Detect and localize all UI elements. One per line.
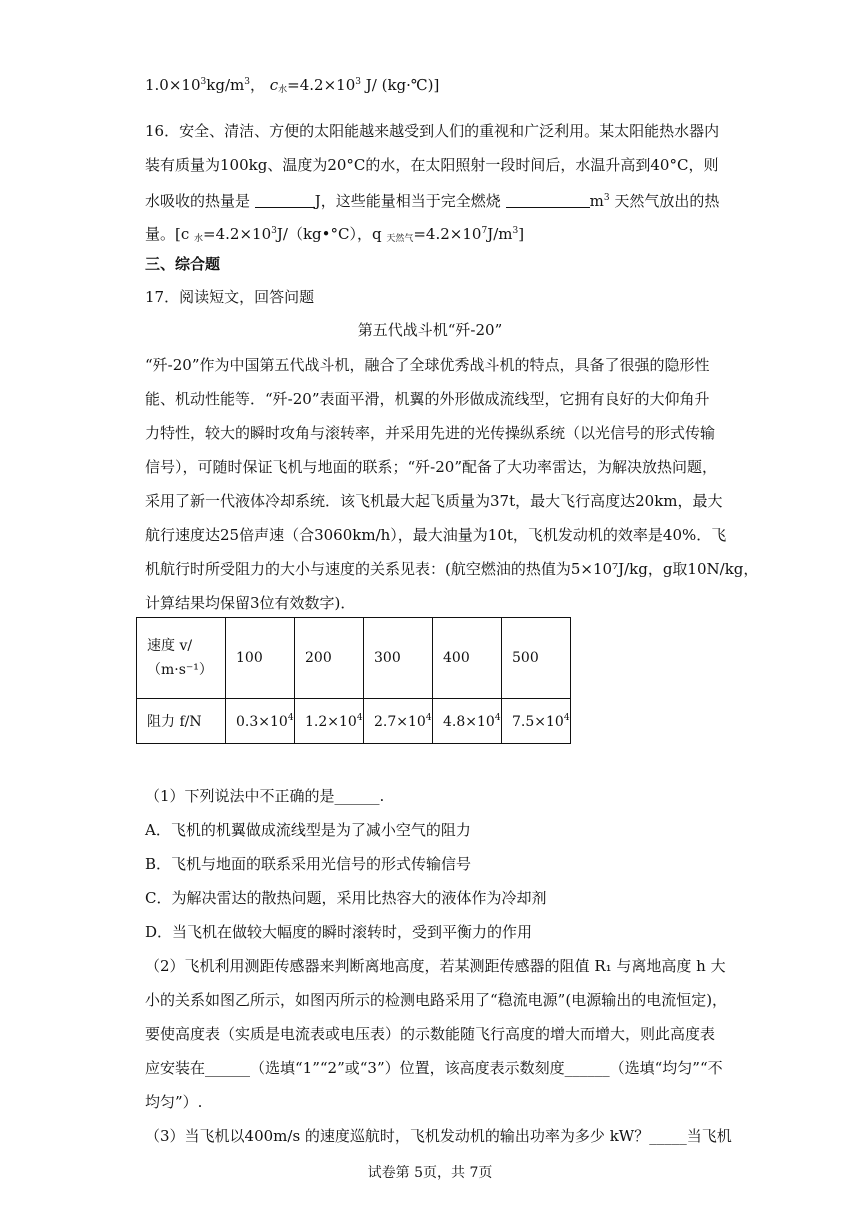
p2-line: 均匀”）. (145, 1093, 203, 1111)
table-row (137, 699, 571, 744)
p3-line: （3）当飞机以400m/s 的速度巡航时，飞机发动机的输出功率为多少 kW？_____当飞机 (145, 1127, 732, 1145)
p2-line: 应安装在______（选填“1”“2”或“3”）位置，该高度表示数刻度______（选填“均匀”“不 (145, 1059, 723, 1077)
article-line: 信号），可随时保证飞机与地面的联系；“歼-20”配备了大功率雷达，为解决放热问题， (145, 458, 717, 476)
answer-blank[interactable] (255, 193, 315, 208)
p2-line: 要使高度表（实质是电流表或电压表）的示数能随飞行高度的增大而增大，则此高度表 (145, 1025, 716, 1043)
option-c: C．为解决雷达的散热问题，采用比热容大的液体作为冷却剂 (145, 889, 547, 907)
article-line: 计算结果均保留3位有效数字)． (145, 594, 356, 612)
article-line: “歼-20”作为中国第五代战斗机，融合了全球优秀战斗机的特点，具备了很强的隐形性 (145, 356, 710, 374)
speed-resistance-table (136, 617, 571, 744)
table-cell: 200 (295, 618, 364, 699)
section-heading: 三、综合题 (145, 255, 221, 273)
p2-line: （2）飞机利用测距传感器来判断离地高度，若某测距传感器的阻值 R₁ 与离地高度 h 大 (145, 957, 726, 975)
q16-line-3: 水吸收的热量是 J，这些能量相当于完全燃烧 $m^3$ 天然气放出的热 (145, 192, 720, 210)
option-b: B．飞机与地面的联系采用光信号的形式传输信号 (145, 855, 472, 873)
table-cell: $2.7\times 10^4$ (364, 699, 433, 744)
q16-line-4: 量。[c $_水=4.2\times 10^3J/(kg•^\circ C)$，q $_{天然气}=4.2\times 10^7J/m^3$] (145, 225, 525, 244)
article-title: 第五代战斗机“歼-20” (357, 321, 503, 339)
article-line: 航行速度达25倍声速（合3060km/h），最大油量为10t，飞机发动机的效率是40%．飞 (145, 526, 727, 544)
table-cell: 300 (364, 618, 433, 699)
article-line: 机航行时所受阻力的大小与速度的关系见表：(航空燃油的热值为5×10⁷J/kg，g取10N/kg， (145, 560, 759, 578)
p1-stem: （1）下列说法中不正确的是______. (145, 787, 385, 805)
q17-intro: 17．阅读短文，回答问题 (145, 288, 315, 306)
article-line: 力特性，较大的瞬时攻角与滚转率，并采用先进的光传操纵系统（以光信号的形式传输 (145, 424, 716, 442)
article-line: 采用了新一代液体冷却系统．该飞机最大起飞质量为37t，最大飞行高度达20km，最大 (145, 492, 723, 510)
table-cell: 100 (226, 618, 295, 699)
page-footer: 试卷第 5页，共 7页 (367, 1165, 493, 1181)
p2-line: 小的关系如图乙所示，如图丙所示的检测电路采用了“稳流电源”(电源输出的电流恒定)， (145, 991, 728, 1009)
option-a: A．飞机的机翼做成流线型是为了减小空气的阻力 (145, 821, 471, 839)
table-cell: 400 (433, 618, 502, 699)
option-d: D．当飞机在做较大幅度的瞬时滚转时，受到平衡力的作用 (145, 923, 533, 941)
q16-line-1: 16．安全、清洁、方便的太阳能越来越受到人们的重视和广泛利用。某太阳能热水器内 (145, 122, 720, 140)
table-cell: 500 (502, 618, 571, 699)
article-line: 能、机动性能等．“歼-20”表面平滑，机翼的外形做成流线型，它拥有良好的大仰角升 (145, 390, 710, 408)
answer-blank[interactable] (506, 193, 590, 208)
table-header-cell: 阻力 f/N (137, 699, 226, 744)
q16-line-2: 装有质量为100kg、温度为20°C的水，在太阳照射一段时间后，水温升高到40°C，则 (145, 156, 719, 174)
table-cell: $4.8\times 10^4$ (433, 699, 502, 744)
table-cell: $0.3\times 10^4$ (226, 699, 295, 744)
formula-line: $1.0\times 10^3kg/m^3$， $c_水=4.2\times 10^3$ J/ (kg·℃)] (145, 76, 440, 95)
table-cell: $7.5\times 10^4$ (502, 699, 571, 744)
table-cell: $1.2\times 10^4$ (295, 699, 364, 744)
table-row (137, 618, 571, 699)
table-header-cell: 速度 v/ （m·s⁻¹） (137, 618, 226, 699)
